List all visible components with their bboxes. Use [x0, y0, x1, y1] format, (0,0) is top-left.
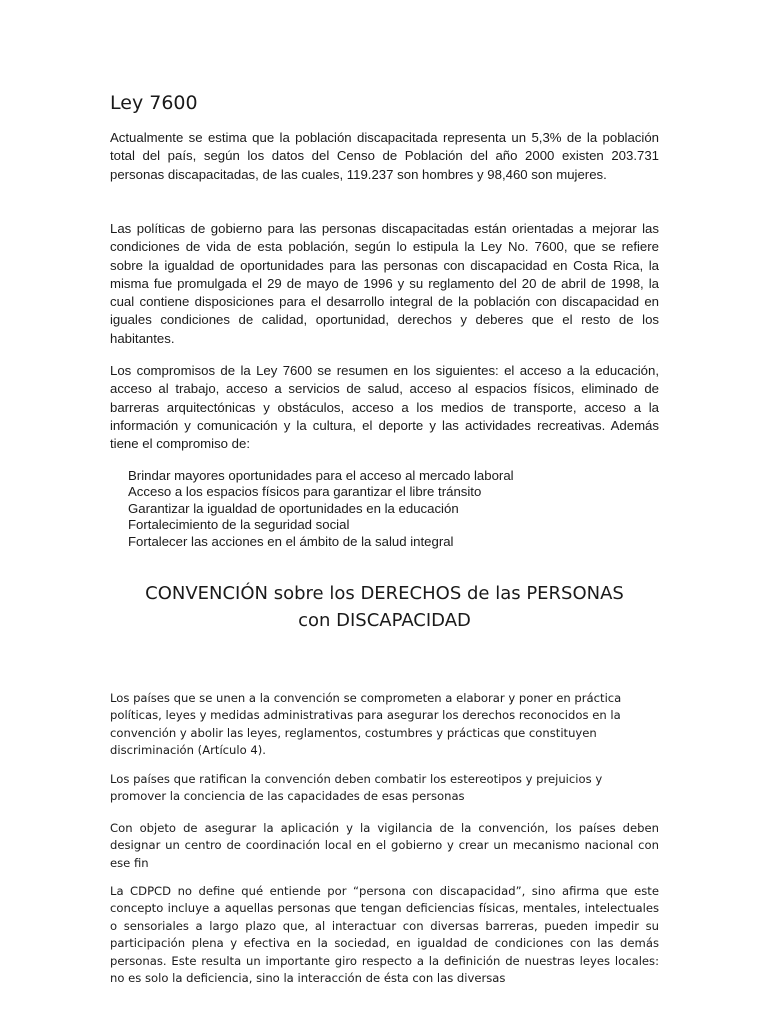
paragraph-stereotypes: Los países que ratifican la convención deben combatir los estereotipos y prejuicios y promover la conciencia de las capacidades de esas personas	[110, 772, 603, 804]
section-title-ley-7600: Ley 7600	[110, 92, 198, 114]
section-title-convention	[110, 580, 659, 634]
commitments-list	[128, 468, 514, 550]
paragraph-government-policies: Las políticas de gobierno para las personas discapacitadas están orientadas a mejorar las condiciones de vida de esta población, según lo estipula la Ley No. 7600, que se refiere sobre la igualdad de oportunidades para las personas con discapacidad en Costa Rica, la misma fue promulgada el 29 de mayo de 1996 y su reglamento del 20 de abril de 1998, la cual contiene disposiciones para el desarrollo integral de la población con discapacidad en iguales condiciones de calidad, oportunidad, derechos y deberes que el resto de los habitantes.	[110, 221, 659, 346]
paragraph-convention-obligations: Los países que se unen a la convención se comprometen a elaborar y poner en práctica políticas, leyes y medidas administrativas para asegurar los derechos reconocidos en la convención y abolir las leyes, reglamentos, costumbres y prácticas que constituyen discriminación (Artículo 4).	[110, 691, 622, 758]
paragraph-cdpcd-definition: La CDPCD no define qué entiende por “persona con discapacidad”, sino afirma que este concepto incluye a aquellas personas que tengan deficiencias físicas, mentales, intelectuales o sensoriales a largo plazo que, al interactuar con diversas barreras, pueden impedir su participación plena y efectiva en la sociedad, en igualdad de condiciones con las demás personas. Este resulta un importante giro respecto a la definición de nuestras leyes locales: no es solo la deficiencia, sino la interacción de ésta con las diversas	[110, 884, 659, 986]
paragraph-population-stats: Actualmente se estima que la población discapacitada representa un 5,3% de la población total del país, según los datos del Censo de Población del año 2000 existen 203.731 personas discapacitadas, de las cuales, 119.237 son hombres y 98,460 son mujeres.	[110, 130, 659, 182]
list-item: Acceso a los espacios físicos para garantizar el libre tránsito	[128, 484, 482, 500]
list-item: Brindar mayores oportunidades para el acceso al mercado laboral	[128, 468, 514, 483]
section-title-line-2: con DISCAPACIDAD	[298, 610, 471, 631]
section-title-line-1: CONVENCIÓN sobre los DERECHOS de las PERSONAS	[145, 583, 624, 604]
list-item: Fortalecimiento de la seguridad social	[128, 517, 350, 533]
paragraph-coordination-center: Con objeto de asegurar la aplicación y la vigilancia de la convención, los países deben designar un centro de coordinación local en el gobierno y crear un mecanismo nacional con ese fin	[110, 821, 659, 870]
list-item: Fortalecer las acciones en el ámbito de la salud integral	[128, 533, 454, 549]
paragraph-law-commitments: Los compromisos de la Ley 7600 se resumen en los siguientes: el acceso a la educación, acceso al trabajo, acceso a servicios de salud, acceso al espacios físicos, eliminado de barreras arquitectónicas y obstáculos, acceso a los medios de transporte, acceso a la información y comunicación y la cultura, el deporte y las actividades recreativas. Además tiene el compromiso de:	[110, 363, 659, 452]
list-item: Garantizar la igualdad de oportunidades en la educación	[128, 500, 459, 516]
